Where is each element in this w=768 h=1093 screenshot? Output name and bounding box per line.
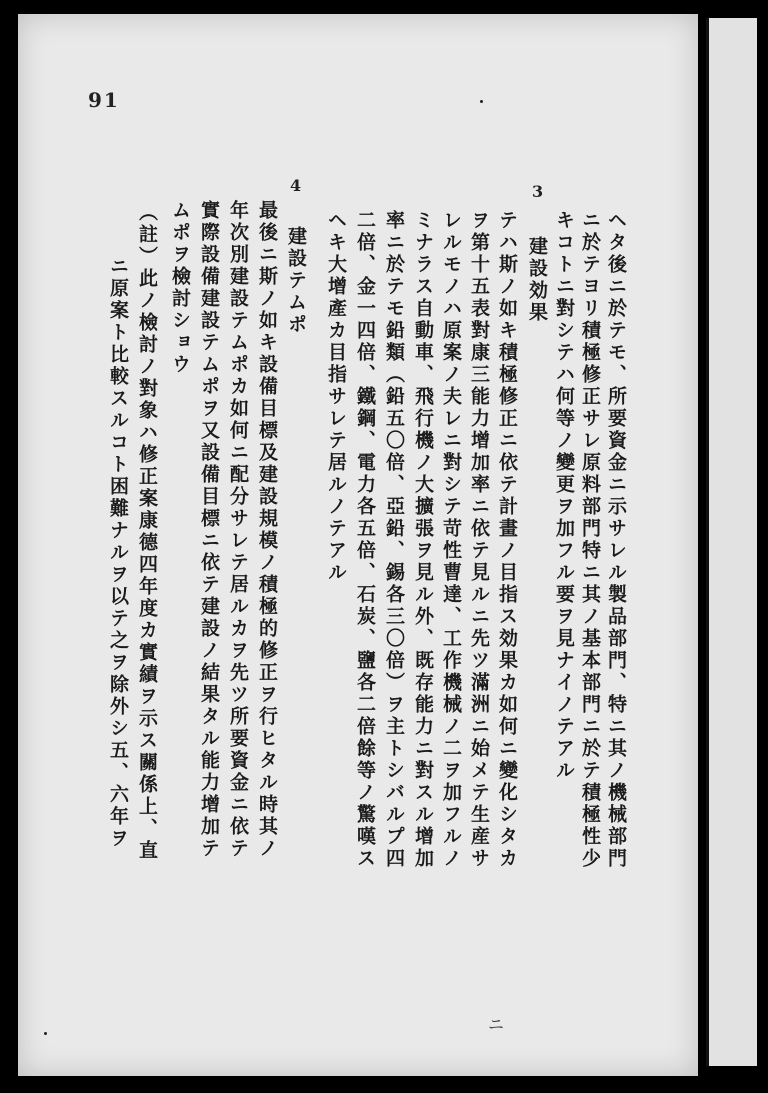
scan-speck [44,1032,47,1035]
text-column: ニ原案ト比較スルコト困難ナルヲ以テ之ヲ除外シ五、六年ヲ [107,256,129,850]
footer-mark: ニ [488,1015,505,1034]
section-heading: 建設テムポ [285,226,307,336]
text-column: ムポヲ檢討ショウ [169,200,191,376]
text-column: ヘキ大增產カ目指サレテ居ルノテアル [325,210,347,584]
text-column: 率ニ於テモ鉛類（鉛五〇倍、亞鉛、錫各三〇倍）ヲ主トシバルプ四 [383,210,405,870]
section-number-4: 4 [290,176,302,195]
page-number: 91 [88,88,120,112]
text-column: キコトニ對シテハ何等ノ變更ヲ加フル要ヲ見ナイノテアル [553,210,575,782]
text-column: ヘタ後ニ於テモ、所要資金ニ示サレル製品部門、特ニ其ノ機械部門 [605,210,627,870]
text-column: 二倍、金一四倍、鐵鋼、電力各五倍、石炭、鹽各二倍餘等ノ驚嘆ス [354,210,376,870]
text-column: ニ於テヨリ積極修正サレ原料部門特ニ其ノ基本部門ニ於テ積極性少 [579,210,601,870]
text-column: テハ斯ノ如キ積極修正ニ依テ計畫ノ目指ス効果カ如何ニ變化シタカ [496,210,518,870]
scan-speck [480,100,483,103]
text-column: （註）此ノ檢討ノ對象ハ修正案康德四年度カ實績ヲ示ス關係上、直 [136,202,158,862]
text-column: ヲ第十五表對康三能力增加率ニ依テ見ルニ先ツ滿洲ニ始メテ生産サ [468,210,490,870]
section-number-3: 3 [532,182,544,201]
text-column: ミナラス自動車、飛行機ノ大擴張ヲ見ル外、既存能力ニ對スル增加 [412,210,434,870]
text-column: 實際設備建設テムポヲ又設備目標ニ依テ建設ノ結果タル能力增加テ [198,200,220,860]
text-column: 最後ニ斯ノ如キ設備目標及建設規模ノ積極的修正ヲ行ヒタル時其ノ [256,200,278,860]
section-heading: 建設効果 [526,236,548,324]
text-column: 年次別建設テムポカ如何ニ配分サレテ居ルカヲ先ツ所要資金ニ依テ [227,200,249,860]
text-column: レルモノハ原案ノ夫レニ對シテ苛性曹達、工作機械ノ二ヲ加フルノ [440,210,462,870]
adjacent-page-edge [706,18,757,1066]
